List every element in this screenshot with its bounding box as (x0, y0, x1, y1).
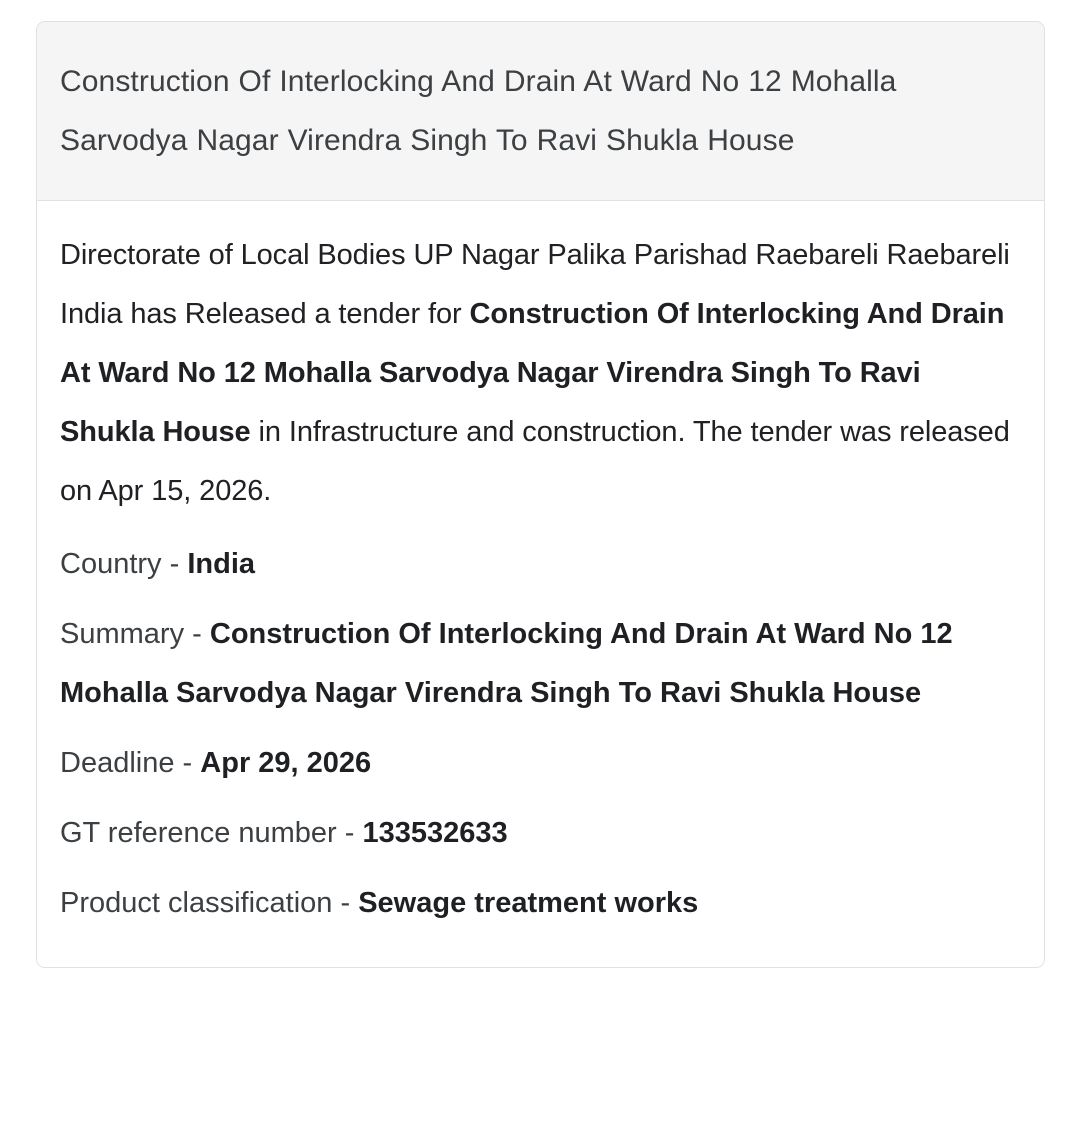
description-tail: in Infrastructure and construction. The tender was released on Apr 15, 2026. (60, 416, 1010, 507)
card-body (37, 201, 1044, 967)
detail-value-product-classification: Sewage treatment works (358, 887, 699, 919)
detail-row-product-classification (60, 874, 1020, 933)
detail-label-country: Country (60, 548, 162, 580)
detail-label-summary: Summary (60, 618, 185, 650)
card-header (37, 22, 1044, 201)
detail-value-gt-reference-number: 133532633 (362, 817, 508, 849)
tender-detail-card (36, 21, 1045, 968)
detail-row-deadline (60, 734, 1020, 793)
detail-label-deadline: Deadline (60, 747, 175, 779)
detail-row-country (60, 535, 1020, 594)
detail-row-summary (60, 605, 1020, 723)
detail-label-gt-reference-number: GT reference number (60, 817, 337, 849)
page-title: Construction Of Interlocking And Drain At Ward No 12 Mohalla Sarvodya Nagar Virendra Singh To Ravi Shukla House (60, 65, 897, 157)
detail-row-gt-reference-number (60, 804, 1020, 863)
detail-separator: - (344, 817, 355, 849)
detail-label-product-classification: Product classification (60, 887, 333, 919)
detail-value-summary: Construction Of Interlocking And Drain At Ward No 12 Mohalla Sarvodya Nagar Virendra Singh To Ravi Shukla House (60, 618, 953, 709)
detail-value-country: India (187, 548, 256, 580)
detail-separator: - (182, 747, 193, 779)
description-tender-name: Construction Of Interlocking And Drain At Ward No 12 Mohalla Sarvodya Nagar Virendra Singh To Ravi Shukla House (60, 298, 1005, 448)
description-lead: Directorate of Local Bodies UP Nagar Palika Parishad Raebareli Raebareli India has Released a tender for (60, 239, 1010, 330)
detail-separator: - (340, 887, 351, 919)
detail-list (60, 535, 1020, 933)
detail-separator: - (192, 618, 202, 650)
tender-description (60, 226, 1020, 521)
detail-value-deadline: Apr 29, 2026 (200, 747, 372, 779)
detail-separator: - (169, 548, 180, 580)
